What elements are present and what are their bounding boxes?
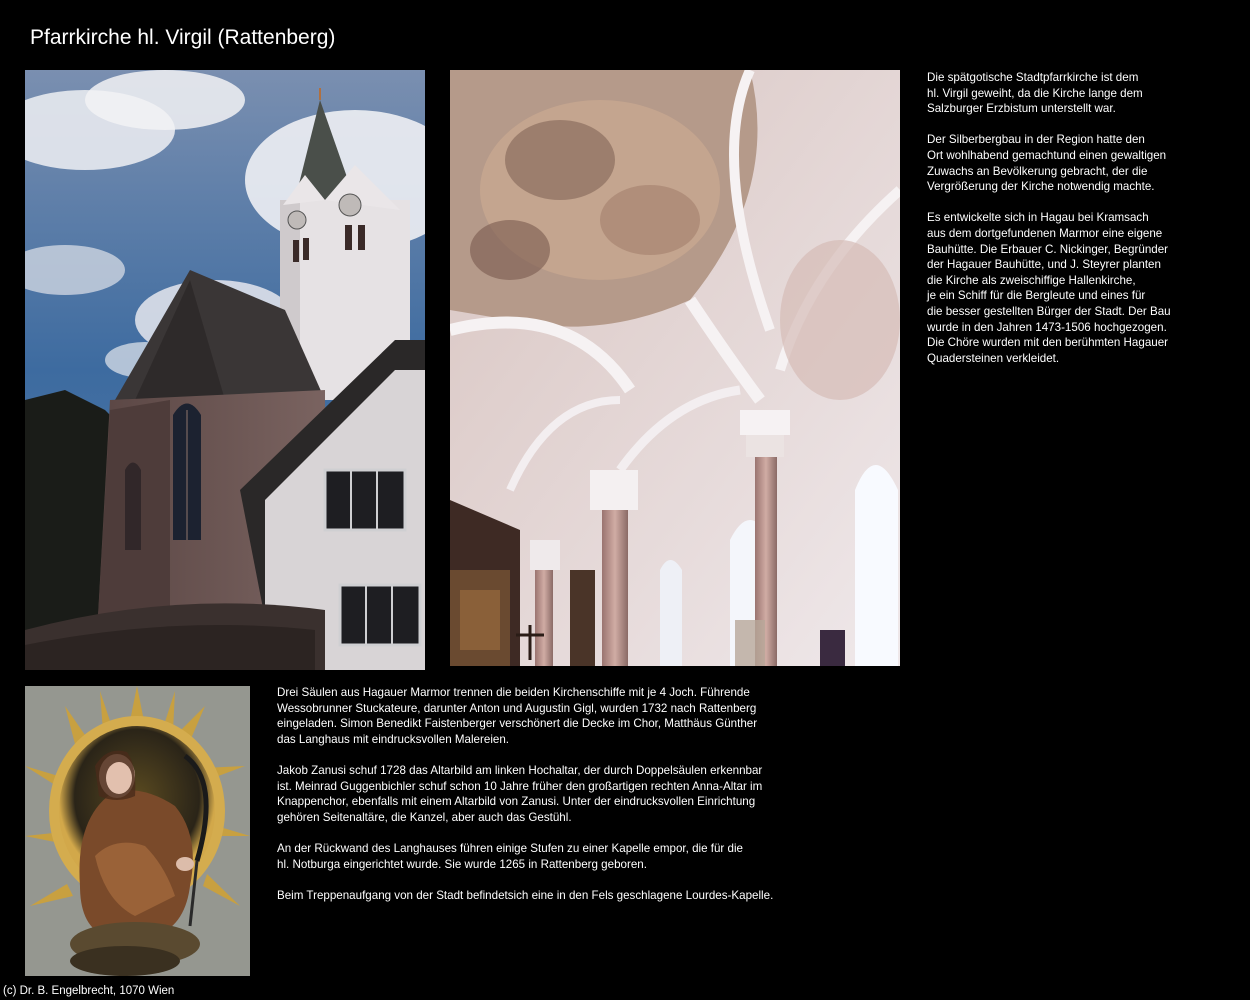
interior-text <box>277 685 837 919</box>
intro-paragraph-2: Der Silberbergbau in der Region hatte den Ort wohlhabend gemachtund einen gewaltigen Zuwachs an Bevölkerung gebracht, der die Vergrößerung der Kirche notwendig machte. <box>927 133 1167 194</box>
interior-paragraph-2: Jakob Zanusi schuf 1728 das Altarbild am linken Hochaltar, der durch Doppelsäulen erkennbar ist. Meinrad Guggenbichler schuf schon 10 Jahre früher den großartigen rechten Anna-Altar im Knappenchor, ebenfalls mit einem Altarbild von Zanusi. Unter der eindrucksvollen Einrichtung gehören Seitenaltäre, die Kanzel, aber auch das Gestühl. <box>277 763 763 824</box>
intro-paragraph-3: Es entwickelte sich in Hagau bei Kramsach aus dem dortgefundenen Marmor eine eigene Bauhütte. Die Erbauer C. Nickinger, Begründer der Hagauer Bauhütte, und J. Steyrer planten die Kirche als zweischiffige Hallenkirche, je ein Schiff für die Bergleute und eines für die besser gestellten Bürger der Stadt. Der Bau wurde in den Jahren 1473-1506 hochgezogen. Die Chöre wurden mit den berühmten Hagauer Quadersteinen verkleidet. <box>927 211 1171 365</box>
church-exterior-photo <box>25 70 425 670</box>
saint-statue-photo <box>25 686 250 976</box>
interior-paragraph-1: Drei Säulen aus Hagauer Marmor trennen die beiden Kirchenschiffe mit je 4 Joch. Führende Wessobrunner Stuckateure, darunter Anton und Augustin Gigl, wurden 1732 nach Rattenberg eingeladen. Simon Benedikt Faistenberger verschönert die Decke im Chor, Matthäus Günther das Langhaus mit eindrucksvollen Malereien. <box>277 686 758 746</box>
interior-vault-photo <box>450 70 900 666</box>
interior-paragraph-3: An der Rückwand des Langhauses führen einige Stufen zu einer Kapelle empor, die für die hl. Notburga eingerichtet wurde. Sie wurde 1265 in Rattenberg geboren. <box>277 841 743 871</box>
intro-paragraph-1: Die spätgotische Stadtpfarrkirche ist dem hl. Virgil geweiht, da die Kirche lange dem Salzburger Erzbistum unterstellt war. <box>927 71 1143 116</box>
intro-text <box>927 70 1227 382</box>
copyright-notice: (c) Dr. B. Engelbrecht, 1070 Wien <box>3 985 175 997</box>
interior-paragraph-4: Beim Treppenaufgang von der Stadt befindetsich eine in den Fels geschlagene Lourdes-Kapelle. <box>277 888 774 902</box>
page-title: Pfarrkirche hl. Virgil (Rattenberg) <box>30 26 336 49</box>
